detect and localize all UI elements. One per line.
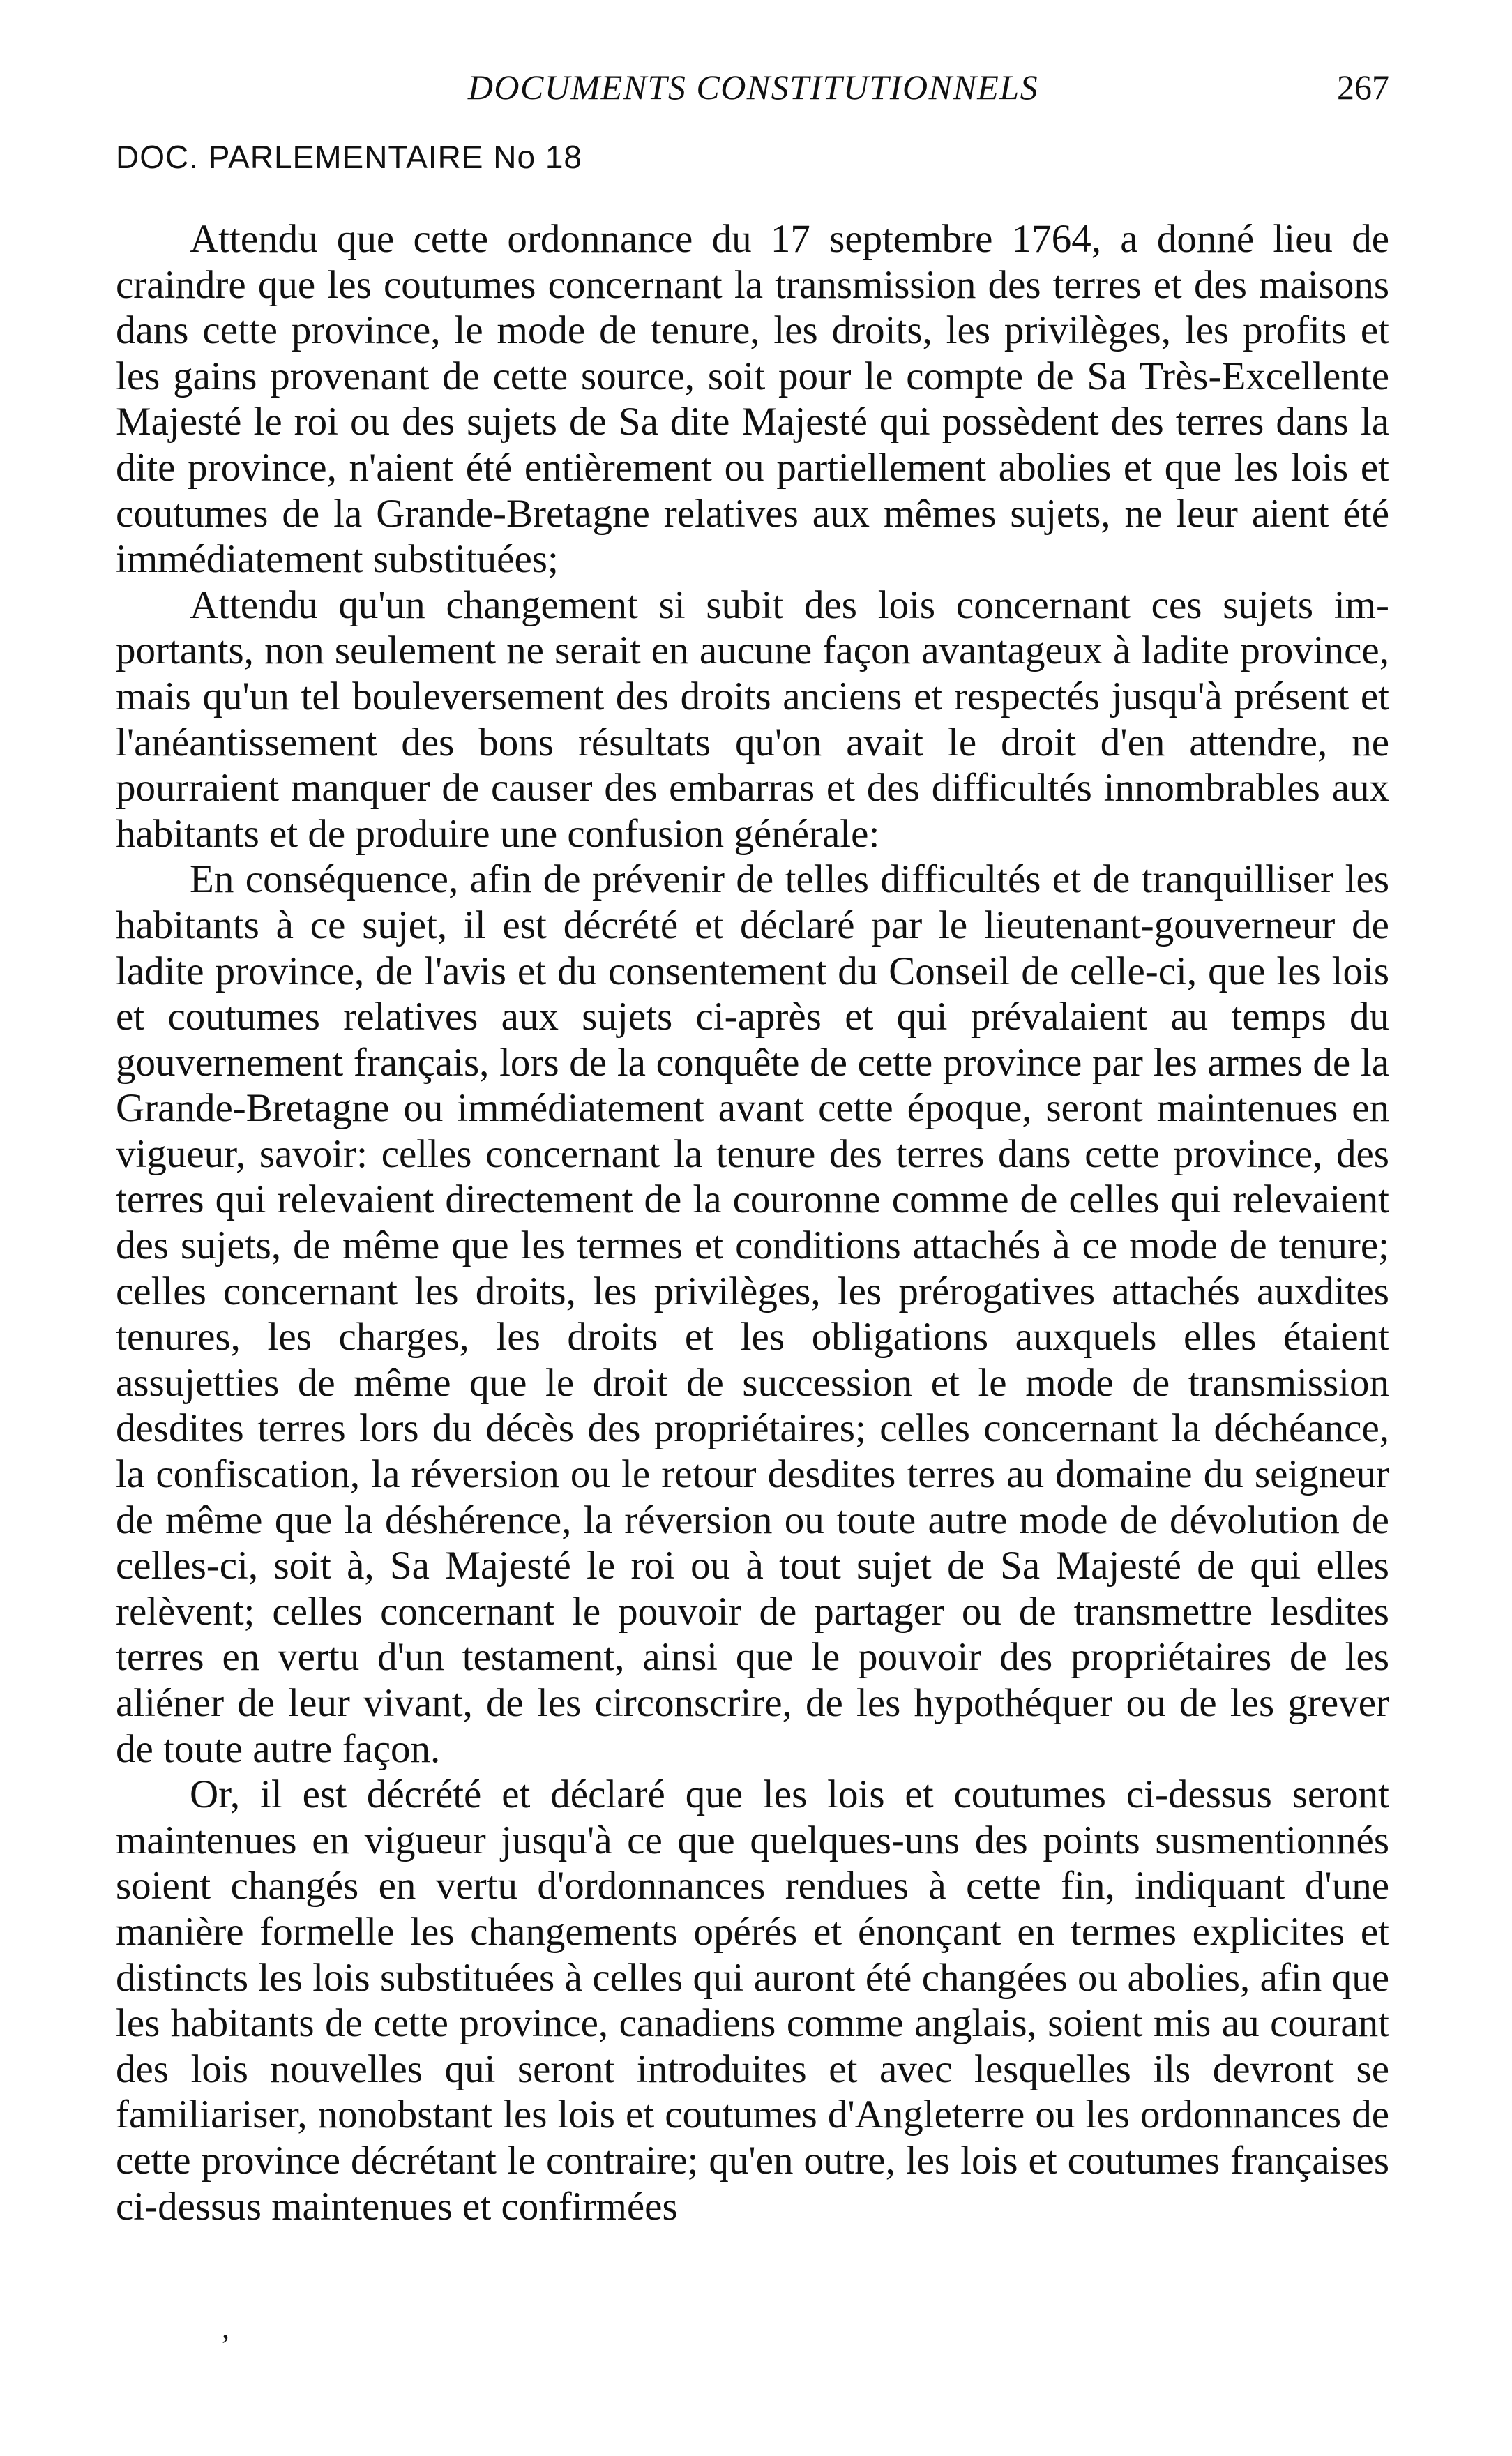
- running-header-title: DOCUMENTS CONSTITUTIONNELS: [467, 68, 1039, 107]
- document-label: DOC. PARLEMENTAIRE No 18: [116, 139, 583, 175]
- paragraph: Attendu qu'un changement si subit des lois concernant ces sujets importants, non seulement ne serait en aucune façon avantageux à ladite province, mais qu'un tel bouleversement des droits anciens et respectés jusqu'à présent et l'anéantissement des bons résultats qu'on avait le droit d'en attendre, ne pourraient manquer de causer des embarras et des difficultés innombrables aux habitants et de produire une confusion générale:: [116, 582, 1389, 856]
- paragraph: Or, il est décrété et déclaré que les lois et coutumes ci-dessus seront maintenues en vigueur jusqu'à ce que quelques-uns des points susmentionnés soient changés en vertu d'ordonnances rendues à cette fin, indiquant d'une manière formelle les changements opérés et énonçant en termes explicites et distincts les lois substituées à celles qui auront été changées ou abolies, afin que les habitants de cette province, canadiens comme anglais, soient mis au courant des lois nouvelles qui seront introduites et avec lesquelles ils devront se familiariser, nonobstant les lois et coutumes d'Angleterre ou les ordonnances de cette province décrétant le contraire; qu'en outre, les lois et coutumes françaises ci-dessus maintenues et confirmées: [116, 1772, 1389, 2229]
- paragraph: Attendu que cette ordonnance du 17 septembre 1764, a donné lieu de craindre que les coutumes concernant la transmission des terres et des maisons dans cette province, le mode de tenure, les droits, les privilèges, les profits et les gains provenant de cette source, soit pour le compte de Sa Très-Excellente Majesté le roi ou des sujets de Sa dite Majesté qui possèdent des terres dans la dite province, n'aient été entièrement ou partiellement abolies et que les lois et coutumes de la Grande-Bretagne relatives aux mêmes sujets, ne leur aient été immédiatement substituées;: [116, 217, 1389, 582]
- paragraph: En conséquence, afin de prévenir de telles difficultés et de tranquilliser les habitants à ce sujet, il est décrété et déclaré par le lieutenant-gouverneur de ladite province, de l'avis et du consentement du Conseil de celle-ci, que les lois et coutumes relatives aux sujets ci-après et qui prévalaient au temps du gouvernement français, lors de la conquête de cette province par les armes de la Grande-Bretagne ou immédiatement avant cette époque, seront maintenues en vigueur, savoir: celles concernant la tenure des terres dans cette province, des terres qui relevaient directement de la couronne comme de celles qui relevaient des sujets, de même que les termes et conditions attachés à ce mode de tenure; celles concernant les droits, les privilèges, les prérogatives attachés auxdites tenures, les charges, les droits et les obligations auxquels elles étaient assujetties de même que le droit de succession et le mode de transmission desdites terres lors du décès des propriétaires; celles concernant la déchéance, la confiscation, la réversion ou le retour desdites terres au domaine du seigneur de même que la déshérence, la réversion ou toute autre mode de dévolution de celles-ci, soit à, Sa Majesté le roi ou à tout sujet de Sa Majesté de qui elles relèvent; celles concernant le pouvoir de partager ou de transmettre lesdites terres en vertu d'un testament, ainsi que le pouvoir des propriétaires de les aliéner de leur vivant, de les circonscrire, de les hypothéquer ou de les grever de toute autre façon.: [116, 857, 1389, 1771]
- body-text: [116, 216, 1389, 2229]
- stray-print-mark: ,: [222, 2311, 229, 2345]
- page-number: 267: [1337, 68, 1389, 107]
